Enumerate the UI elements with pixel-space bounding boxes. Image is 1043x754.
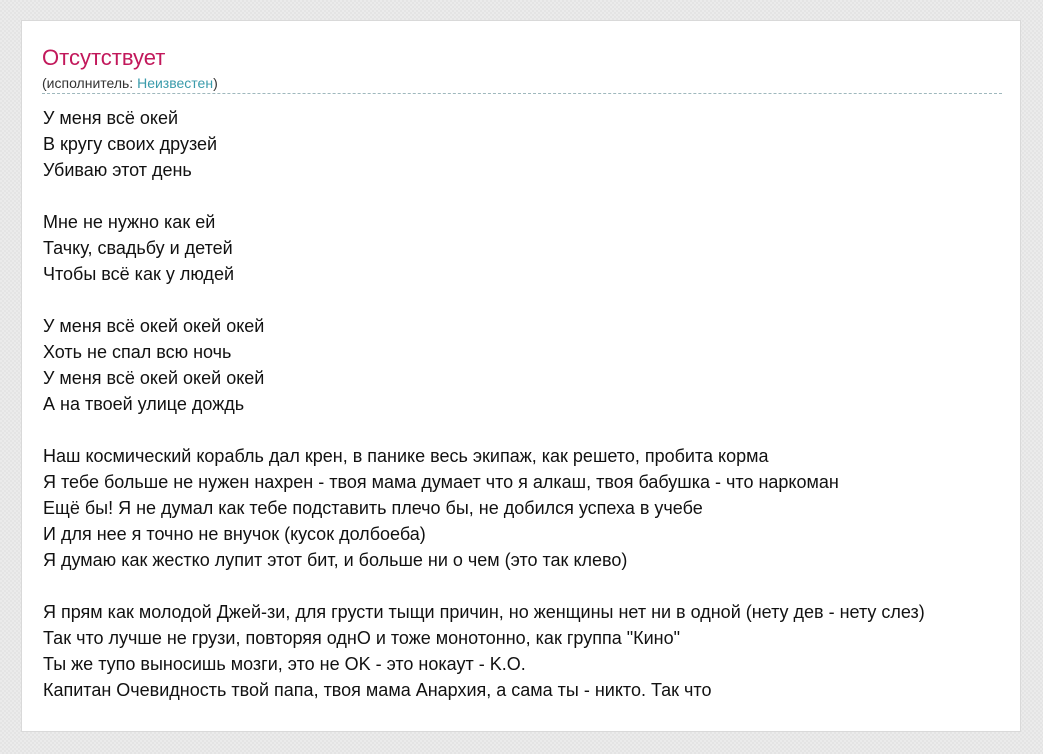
lyric-line: Я прям как молодой Джей-зи, для грусти тыщи причин, но женщины нет ни в одной (нету дев - нету слез)	[43, 602, 925, 622]
artist-line	[42, 74, 218, 92]
lyric-line: Убиваю этот день	[43, 160, 192, 180]
lyric-line: Тачку, свадьбу и детей	[43, 238, 233, 258]
divider	[42, 93, 1002, 94]
artist-prefix: (исполнитель:	[42, 75, 138, 91]
stanza-break	[43, 183, 1043, 209]
lyric-line: Мне не нужно как ей	[43, 212, 216, 232]
lyric-line: Ещё бы! Я не думал как тебе подставить плечо бы, не добился успеха в учебе	[43, 498, 703, 518]
song-title: Отсутствует	[42, 45, 166, 70]
lyric-line: Так что лучше не грузи, повторяя однО и тоже монотонно, как группа "Кино"	[43, 628, 680, 648]
lyric-line: Чтобы всё как у людей	[43, 264, 235, 284]
stanza-break	[43, 573, 1043, 599]
lyrics-card	[21, 20, 1021, 732]
lyric-line: Капитан Очевидность твой папа, твоя мама Анархия, а сама ты - никто. Так что	[43, 680, 712, 700]
lyric-line: И для нее я точно не внучок (кусок долбоеба)	[43, 524, 426, 544]
lyric-line: Хоть не спал всю ночь	[43, 342, 232, 362]
lyric-line: У меня всё окей окей окей	[43, 368, 265, 388]
lyrics-text	[43, 105, 1043, 703]
lyric-line: Я думаю как жестко лупит этот бит, и больше ни о чем (это так клево)	[43, 550, 628, 570]
artist-suffix: )	[213, 75, 218, 91]
lyric-line: У меня всё окей	[43, 108, 179, 128]
lyric-line: А на твоей улице дождь	[43, 394, 245, 414]
lyric-line: Я тебе больше не нужен нахрен - твоя мама думает что я алкаш, твоя бабушка - что наркоман	[43, 472, 839, 492]
stanza-break	[43, 287, 1043, 313]
lyric-line: Наш космический корабль дал крен, в панике весь экипаж, как решето, пробита корма	[43, 446, 769, 466]
stanza-break	[43, 417, 1043, 443]
lyric-line: Ты же тупо выносишь мозги, это не OK - это нокаут - K.O.	[43, 654, 526, 674]
lyric-line: В кругу своих друзей	[43, 134, 218, 154]
artist-link[interactable]: Неизвестен	[137, 75, 214, 91]
lyric-line: У меня всё окей окей окей	[43, 316, 265, 336]
